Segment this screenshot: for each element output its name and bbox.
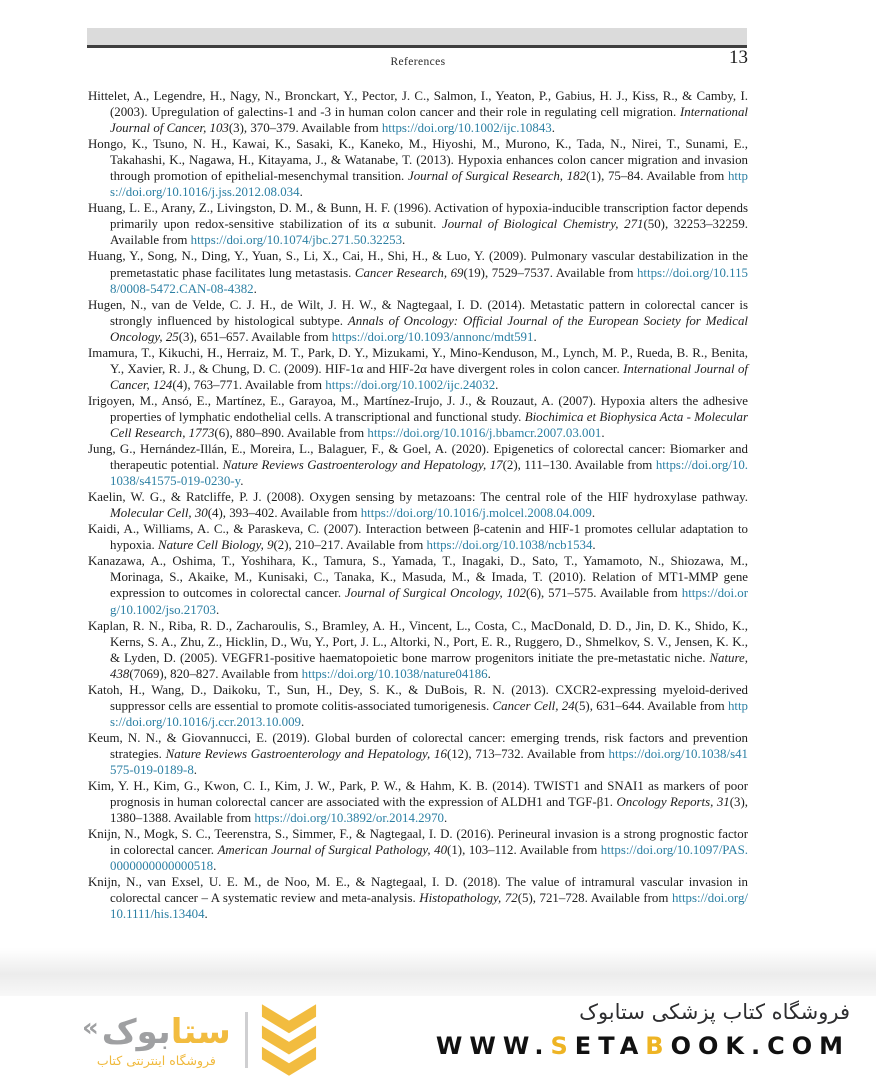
doi-link[interactable]: https://doi.org/10.1002/jso.21703 xyxy=(110,586,749,617)
references-list xyxy=(88,88,748,922)
page-number: 13 xyxy=(729,47,748,68)
reference-text: . xyxy=(551,121,555,136)
reference-text: (50), 32253–32259. Available from xyxy=(110,217,748,248)
reference-text: . xyxy=(300,714,305,729)
doi-link[interactable]: https://doi.org/10.1016/j.jss.2012.08.034 xyxy=(110,169,749,200)
doi-link[interactable]: https://doi.org/10.1038/nature04186 xyxy=(301,666,488,681)
reference-item xyxy=(88,441,748,489)
section-title: References xyxy=(390,56,446,68)
journal-name: Nature Cell Biology, 9 xyxy=(157,538,274,553)
url-text: ETA xyxy=(574,1032,646,1060)
doi-link[interactable]: https://doi.org/10.1038/s41575-019-0230-y xyxy=(110,458,748,489)
footer-right xyxy=(436,998,850,1060)
reference-item xyxy=(88,874,748,922)
reference-text: (2), 210–217. Available from xyxy=(273,538,427,553)
logo-guillemet-icon: « xyxy=(82,1012,99,1043)
reference-text: Keum, N. N., & Giovannucci, E. (2019). Global burden of colorectal cancer: emerging trends, risk factors and prevention strategies. xyxy=(88,730,748,761)
reference-text: (5), 631–644. Available from xyxy=(574,698,728,713)
reference-text: (4), 763–771. Available from xyxy=(172,377,326,392)
journal-name: International Journal of Cancer, 103 xyxy=(110,105,748,136)
footer-store-name: فروشگاه کتاب پزشکی ستابوک xyxy=(579,1000,850,1024)
footer-website-url xyxy=(436,1032,850,1060)
reference-item xyxy=(88,521,748,553)
journal-name: Nature, 438 xyxy=(110,650,748,681)
url-text: WWW. xyxy=(435,1032,551,1060)
reference-item xyxy=(88,618,748,682)
header-rule-bar xyxy=(87,28,747,48)
journal-name: Journal of Biological Chemistry, 271 xyxy=(441,217,644,232)
reference-text: Knijn, N., Mogk, S. C., Teerenstra, S., Simmer, F., & Nagtegaal, I. D. (2016). Perineural invasion is a strong prognostic factor in colorectal cancer. xyxy=(88,827,748,858)
reference-text: (5), 721–728. Available from xyxy=(517,891,672,906)
reference-text: Hittelet, A., Legendre, H., Nagy, N., Bronckart, Y., Pector, J. C., Salmon, I., Yeaton, P., Gabius, H. J., Kiss, R., & Camby, I. (2003). Upregulation of galectins-1 and -3 in human colon cancer and their role in regulating cell migration. xyxy=(88,89,748,120)
reference-text: Huang, L. E., Arany, Z., Livingston, D. M., & Bunn, H. F. (1996). Activation of hypoxia-inducible transcription factor depends primarily upon redox-sensitive stabilization of its α subunit. xyxy=(88,201,748,232)
reference-item xyxy=(88,248,748,296)
reference-text: (6), 880–890. Available from xyxy=(214,425,368,440)
reference-text: . xyxy=(253,281,257,296)
reference-text: . xyxy=(213,859,217,874)
doi-link[interactable]: https://doi.org/10.1016/j.ccr.2013.10.009 xyxy=(110,698,748,729)
reference-text: Knijn, N., van Exsel, U. E. M., de Noo, M. E., & Nagtegaal, I. D. (2018). The value of intramural vascular invasion in colorectal cancer – A systematic review and meta-analysis. xyxy=(88,875,748,906)
doi-link[interactable]: https://doi.org/10.1016/j.bbamcr.2007.03.001 xyxy=(367,425,602,440)
logo-word-yellow: ستا xyxy=(170,1011,231,1052)
url-text: OOK.COM xyxy=(670,1032,850,1060)
url-highlight-letter: S xyxy=(550,1032,575,1060)
reference-text: . xyxy=(193,762,198,777)
doi-link[interactable]: https://doi.org/10.3892/or.2014.2970 xyxy=(254,811,444,826)
scan-shadow xyxy=(0,948,876,996)
journal-name: Annals of Oncology: Official Journal of the European Society for Medical Oncology, 25 xyxy=(110,313,748,344)
journal-name: Biochimica et Biophysica Acta - Molecular Cell Research, 1773 xyxy=(110,409,748,440)
reference-text: . xyxy=(592,538,596,553)
reference-text: Kim, Y. H., Kim, G., Kwon, C. I., Kim, J. W., Park, P. W., & Hahm, K. B. (2014). TWIST1 and SNAI1 as markers of poor prognosis in human colorectal cancer are associated with the expression of ALDH1 and TGF-β1. xyxy=(88,779,748,810)
reference-text: . xyxy=(495,377,499,392)
reference-item xyxy=(88,682,748,730)
reference-item xyxy=(88,200,748,248)
reference-text: (3), 1380–1388. Available from xyxy=(110,795,748,826)
reference-item xyxy=(88,553,748,617)
logo-tagline: فروشگاه اینترنتی کتاب xyxy=(96,1052,216,1068)
doi-link[interactable]: https://doi.org/10.1097/PAS.0000000000000518 xyxy=(110,843,748,874)
doi-link[interactable]: https://doi.org/10.1158/0008-5472.CAN-08-4382 xyxy=(110,265,748,296)
reference-text: . xyxy=(240,474,244,489)
reference-text: Kanazawa, A., Oshima, T., Yoshihara, K., Tamura, S., Yamada, T., Inagaki, D., Sato, T., Yamamoto, N., Shiozawa, M., Morinaga, S., Akaike, M., Kunisaki, C., Tanaka, K., Masuda, M., & Imada, T. (2010). Relation of MT1-MMP gene expression to outcomes in colorectal cancer. xyxy=(88,554,748,601)
reference-text: Huang, Y., Song, N., Ding, Y., Yuan, S., Li, X., Cai, H., Shi, H., & Luo, Y. (2009). Pulmonary vascular destabilization in the premetastatic phase facilitates lung metastasis. xyxy=(88,249,748,280)
journal-name: Oncology Reports, 31 xyxy=(616,795,730,810)
journal-name: Cancer Cell, 24 xyxy=(492,698,575,713)
logo-word-gray: بوک xyxy=(101,1011,171,1052)
doi-link[interactable]: https://doi.org/10.1016/j.molcel.2008.04.009 xyxy=(360,506,592,521)
doi-link[interactable]: https://doi.org/10.1111/his.13404 xyxy=(110,891,748,922)
reference-text: . xyxy=(299,185,303,200)
doi-link[interactable]: https://doi.org/10.1038/s41575-019-0189-8 xyxy=(110,746,748,777)
reference-text: (2), 111–130. Available from xyxy=(502,458,656,473)
reference-item xyxy=(88,730,748,778)
reference-text: . xyxy=(443,811,448,826)
reference-text: Jung, G., Hernández-Illán, E., Moreira, L., Balaguer, F., & Goel, A. (2020). Epigenetics of colorectal cancer: Biomarker and therapeutic potential. xyxy=(88,442,748,473)
logo-text-block xyxy=(82,1013,231,1068)
reference-text: . xyxy=(487,666,491,681)
reference-text: (4), 393–402. Available from xyxy=(207,506,361,521)
reference-text: (7069), 820–827. Available from xyxy=(129,666,302,681)
reference-text: Kaidi, A., Williams, A. C., & Paraskeva, C. (2007). Interaction between β-catenin and HIF-1 promotes cellular adaptation to hypoxia. xyxy=(88,522,748,553)
url-highlight-letter: B xyxy=(645,1032,671,1060)
journal-name: Nature Reviews Gastroenterology and Hepatology, 16 xyxy=(165,746,447,761)
reference-text: . xyxy=(533,329,537,344)
reference-text: (19), 7529–7537. Available from xyxy=(463,265,637,280)
reference-text: . xyxy=(601,425,605,440)
reference-text: Kaplan, R. N., Riba, R. D., Zacharoulis, S., Bramley, A. H., Vincent, L., Costa, C., MacDonald, D. D., Jin, D. K., Shido, K., Kerns, S. A., Zhu, Z., Hicklin, D., Wu, Y., Port, J. L., Altorki, N., Port, E. R., Ruggero, D., Shmelkov, S. V., Jensen, K. K., & Lyden, D. (2005). VEGFR1-positive haematopoietic bone marrow progenitors initiate the pre-metastatic niche. xyxy=(88,618,748,665)
reference-text: Kaelin, W. G., & Ratcliffe, P. J. (2008). Oxygen sensing by metazoans: The central role of the HIF hydroxylase pathway. xyxy=(88,490,748,505)
reference-item xyxy=(88,778,748,826)
setabook-logo xyxy=(82,1002,318,1078)
reference-text: (3), 370–379. Available from xyxy=(228,121,382,136)
journal-name: Journal of Surgical Research, 182 xyxy=(407,169,587,184)
logo-chevrons-icon xyxy=(260,1002,318,1078)
footer xyxy=(0,996,876,1080)
reference-text: Katoh, H., Wang, D., Daikoku, T., Sun, H., Dey, S. K., & DuBois, R. N. (2013). CXCR2-expressing myeloid-derived suppressor cells are essential to promote colitis-associated tumorigenesis. xyxy=(88,682,748,713)
doi-link[interactable]: https://doi.org/10.1093/annonc/mdt591 xyxy=(331,329,534,344)
reference-item xyxy=(88,393,748,441)
doi-link[interactable]: https://doi.org/10.1002/ijc.24032 xyxy=(325,377,496,392)
journal-name: American Journal of Surgical Pathology, 40 xyxy=(217,843,448,858)
doi-link[interactable]: https://doi.org/10.1038/ncb1534 xyxy=(426,538,593,553)
reference-item xyxy=(88,88,748,136)
reference-text: (6), 571–575. Available from xyxy=(526,586,682,601)
doi-link[interactable]: https://doi.org/10.1074/jbc.271.50.32253 xyxy=(190,233,403,248)
reference-text: Hongo, K., Tsuno, N. H., Kawai, K., Sasaki, K., Kaneko, M., Hiyoshi, M., Murono, K., Tada, N., Nirei, T., Sunami, E., Takahashi, K., Nagawa, H., Kitayama, J., & Watanabe, T. (2013). Hypoxia enhances colon cancer migration and invasion through promotion of epithelial-mesenchymal transition. xyxy=(88,137,748,184)
reference-text: (1), 75–84. Available from xyxy=(586,169,728,184)
journal-name: International Journal of Cancer, 124 xyxy=(110,361,748,392)
reference-text: (3), 651–657. Available from xyxy=(178,329,332,344)
reference-item xyxy=(88,136,748,200)
journal-name: Cancer Research, 69 xyxy=(354,265,464,280)
reference-text: . xyxy=(591,506,596,521)
reference-text: . xyxy=(402,233,406,248)
reference-text: (12), 713–732. Available from xyxy=(446,746,609,761)
logo-separator xyxy=(245,1012,248,1068)
journal-name: Histopathology, 72 xyxy=(419,891,518,906)
reference-text: Hugen, N., van de Velde, C. J. H., de Wilt, J. H. W., & Nagtegaal, I. D. (2014). Metastatic pattern in colorectal cancer is strongly influenced by histological subtype. xyxy=(88,297,748,328)
journal-name: Nature Reviews Gastroenterology and Hepatology, 17 xyxy=(222,458,503,473)
logo-wordmark xyxy=(82,1013,231,1051)
journal-name: Molecular Cell, 30 xyxy=(110,506,208,521)
doi-link[interactable]: https://doi.org/10.1002/ijc.10843 xyxy=(381,121,552,136)
reference-text: Irigoyen, M., Ansó, E., Martínez, E., Garayoa, M., Martínez-Irujo, J. J., & Rouzaut, A. (2007). Hypoxia alters the adhesive properties of lymphatic endothelial cells. A transcriptional and functional study. xyxy=(88,393,748,424)
reference-text: . xyxy=(216,602,220,617)
reference-item xyxy=(88,489,748,521)
reference-text: Imamura, T., Kikuchi, H., Herraiz, M. T., Park, D. Y., Mizukami, Y., Mino-Kenduson, M., Lynch, M. P., Rueda, B. R., Benita, Y., Xavier, R. J., & Chung, D. C. (2009). HIF-1α and HIF-2α have divergent roles in colon cancer. xyxy=(88,345,748,376)
reference-text: (1), 103–112. Available from xyxy=(447,843,601,858)
journal-name: Journal of Surgical Oncology, 102 xyxy=(345,586,526,601)
reference-item xyxy=(88,826,748,874)
reference-item xyxy=(88,345,748,393)
reference-text: . xyxy=(204,907,208,922)
reference-item xyxy=(88,297,748,345)
